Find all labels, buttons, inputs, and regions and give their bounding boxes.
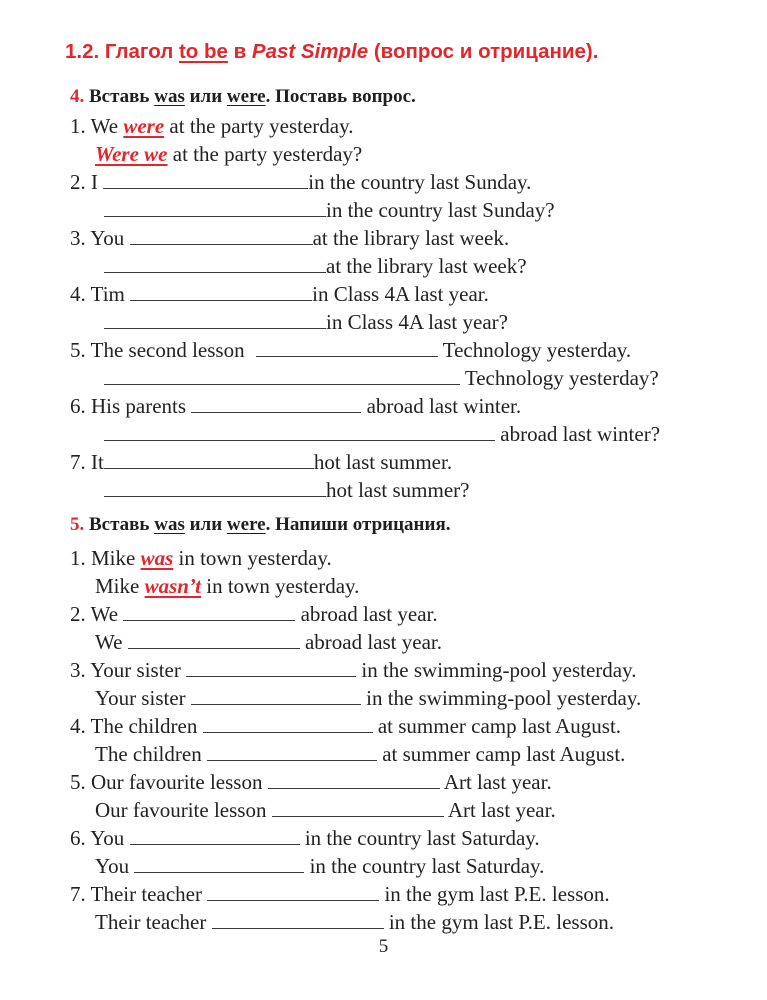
item-rest: abroad last year.: [304, 630, 442, 654]
item-rest: in town yesterday.: [178, 546, 332, 570]
answer-blank[interactable]: [104, 367, 460, 385]
item-subject: Tim: [90, 282, 125, 306]
answer-blank[interactable]: [130, 283, 312, 301]
task5-item-4: [70, 714, 621, 739]
task4-item-5-question: [104, 366, 659, 391]
item-number: 1.: [70, 114, 86, 138]
instruction-text: . Поставь вопрос.: [265, 86, 416, 107]
answer-blank[interactable]: [103, 171, 308, 189]
item-rest: Art last year.: [443, 770, 552, 794]
task4-item-1: [70, 114, 353, 139]
item-rest: hot last summer?: [326, 478, 470, 502]
task5-item-4-negative: [95, 742, 625, 767]
item-rest: at the party yesterday.: [169, 114, 354, 138]
answer-blank[interactable]: [104, 199, 326, 217]
task4-item-7: [70, 450, 452, 475]
task5-item-6-negative: [95, 854, 544, 879]
item-rest: hot last summer.: [313, 450, 453, 474]
answer-blank[interactable]: [256, 339, 438, 357]
answer-example: wasn’t: [144, 574, 201, 598]
item-subject: We: [95, 630, 123, 654]
item-number: 2.: [70, 170, 86, 194]
section-number: 1.2.: [65, 40, 100, 63]
item-rest: Technology yesterday?: [464, 366, 659, 390]
item-rest: abroad last winter?: [500, 422, 661, 446]
item-number: 3.: [70, 226, 86, 250]
answer-blank[interactable]: [123, 603, 295, 621]
answer-blank[interactable]: [207, 743, 377, 761]
answer-blank[interactable]: [128, 631, 300, 649]
answer-blank[interactable]: [104, 451, 314, 469]
task4-item-6-question: [104, 422, 660, 447]
instruction-text: или: [189, 514, 223, 535]
item-rest: at summer camp last August.: [377, 714, 622, 738]
answer-blank[interactable]: [104, 255, 326, 273]
page-number: 5: [378, 936, 389, 957]
item-number: 1.: [70, 546, 86, 570]
item-subject: You: [90, 826, 125, 850]
item-number: 2.: [70, 602, 86, 626]
item-rest: in the country last Saturday.: [309, 854, 545, 878]
item-subject: I: [91, 170, 98, 194]
instruction-text: или: [189, 86, 223, 107]
item-rest: in the country last Sunday.: [308, 170, 532, 194]
item-subject: You: [95, 854, 130, 878]
item-number: 6.: [70, 826, 86, 850]
task-number: 4.: [70, 86, 85, 107]
task4-item-3: [70, 226, 509, 251]
task4-item-3-question: [104, 254, 527, 279]
item-rest: Technology yesterday.: [442, 338, 632, 362]
task5-item-7-negative: [95, 910, 614, 935]
item-subject: The second lesson: [90, 338, 245, 362]
task4-item-6: [70, 394, 521, 419]
title-text: в: [233, 40, 247, 63]
answer-blank[interactable]: [191, 687, 361, 705]
item-rest: in the country last Sunday?: [326, 198, 555, 222]
item-subject: Their teacher: [95, 910, 207, 934]
answer-blank[interactable]: [130, 227, 313, 245]
page-title: [65, 40, 598, 64]
item-rest: at the library last week.: [312, 226, 510, 250]
answer-blank[interactable]: [134, 855, 304, 873]
task4-item-1-question: [95, 142, 362, 167]
answer-blank[interactable]: [104, 311, 326, 329]
title-to-be: to be: [178, 40, 228, 63]
task4-item-4: [70, 282, 489, 307]
item-subject: We: [90, 602, 119, 626]
item-subject: It: [91, 450, 104, 474]
item-rest: in the swimming-pool yesterday.: [361, 658, 637, 682]
task5-item-5-negative: [95, 798, 556, 823]
task4-item-5: [70, 338, 631, 363]
task5-item-3: [70, 658, 636, 683]
instruction-text: Вставь: [89, 86, 150, 107]
answer-example: were: [123, 114, 165, 138]
item-subject: Your sister: [95, 686, 186, 710]
item-rest: in town yesterday.: [206, 574, 360, 598]
instruction-were: were: [226, 514, 266, 535]
instruction-was: was: [154, 514, 185, 535]
item-rest: in Class 4A last year?: [326, 310, 508, 334]
item-number: 5.: [70, 338, 86, 362]
answer-blank[interactable]: [272, 799, 444, 817]
answer-blank[interactable]: [104, 479, 326, 497]
task5-item-5: [70, 770, 552, 795]
task-5-instruction: [70, 514, 450, 536]
answer-blank[interactable]: [130, 827, 300, 845]
task5-item-6: [70, 826, 540, 851]
task4-item-4-question: [104, 310, 508, 335]
instruction-were: were: [226, 86, 266, 107]
task5-item-2: [70, 602, 438, 627]
item-rest: at summer camp last August.: [382, 742, 626, 766]
item-subject: Our favourite lesson: [95, 798, 267, 822]
answer-blank[interactable]: [203, 715, 373, 733]
item-rest: in the gym last P.E. lesson.: [384, 882, 610, 906]
task5-item-3-negative: [95, 686, 641, 711]
item-subject: The children: [95, 742, 202, 766]
item-number: 7.: [70, 450, 86, 474]
item-number: 4.: [70, 714, 86, 738]
answer-blank[interactable]: [212, 911, 384, 929]
item-subject: You: [90, 226, 125, 250]
item-number: 7.: [70, 882, 86, 906]
item-subject: Mike: [91, 546, 136, 570]
item-rest: in the gym last P.E. lesson.: [388, 910, 615, 934]
answer-example: was: [140, 546, 174, 570]
title-past-simple: Past Simple: [251, 40, 369, 63]
item-rest: at the library last week?: [326, 254, 527, 278]
instruction-text: Вставь: [89, 514, 150, 535]
task5-item-2-negative: [95, 630, 442, 655]
item-subject: We: [90, 114, 119, 138]
title-text: (вопрос и отрицание).: [373, 40, 599, 63]
item-rest: abroad last winter.: [366, 394, 522, 418]
item-number: 6.: [70, 394, 86, 418]
item-rest: at the party yesterday?: [172, 142, 363, 166]
item-rest: abroad last year.: [300, 602, 438, 626]
task4-item-7-question: [104, 478, 469, 503]
item-number: 5.: [70, 770, 86, 794]
answer-blank[interactable]: [186, 659, 356, 677]
item-subject: Your sister: [90, 658, 181, 682]
instruction-was: was: [154, 86, 185, 107]
task4-item-2-question: [104, 198, 555, 223]
item-rest: in the country last Saturday.: [304, 826, 540, 850]
task-number: 5.: [70, 514, 85, 535]
answer-example: Were we: [95, 142, 168, 166]
task4-item-2: [70, 170, 531, 195]
item-number: 4.: [70, 282, 86, 306]
task5-item-1: [70, 546, 332, 571]
item-rest: Art last year.: [447, 798, 556, 822]
task-4-instruction: [70, 86, 416, 108]
item-subject: Our favourite lesson: [91, 770, 263, 794]
item-subject: Their teacher: [90, 882, 202, 906]
item-number: 3.: [70, 658, 86, 682]
task5-item-1-negative: [95, 574, 359, 599]
instruction-text: . Напиши отрицания.: [265, 514, 451, 535]
answer-blank[interactable]: [104, 423, 495, 441]
answer-blank[interactable]: [207, 883, 379, 901]
item-rest: in the swimming-pool yesterday.: [366, 686, 642, 710]
item-subject: The children: [90, 714, 198, 738]
answer-blank[interactable]: [191, 395, 361, 413]
task5-item-7: [70, 882, 610, 907]
title-text: Глагол: [104, 40, 174, 63]
item-subject: Mike: [95, 574, 140, 598]
item-subject: His parents: [91, 394, 187, 418]
item-rest: in Class 4A last year.: [312, 282, 489, 306]
answer-blank[interactable]: [268, 771, 440, 789]
